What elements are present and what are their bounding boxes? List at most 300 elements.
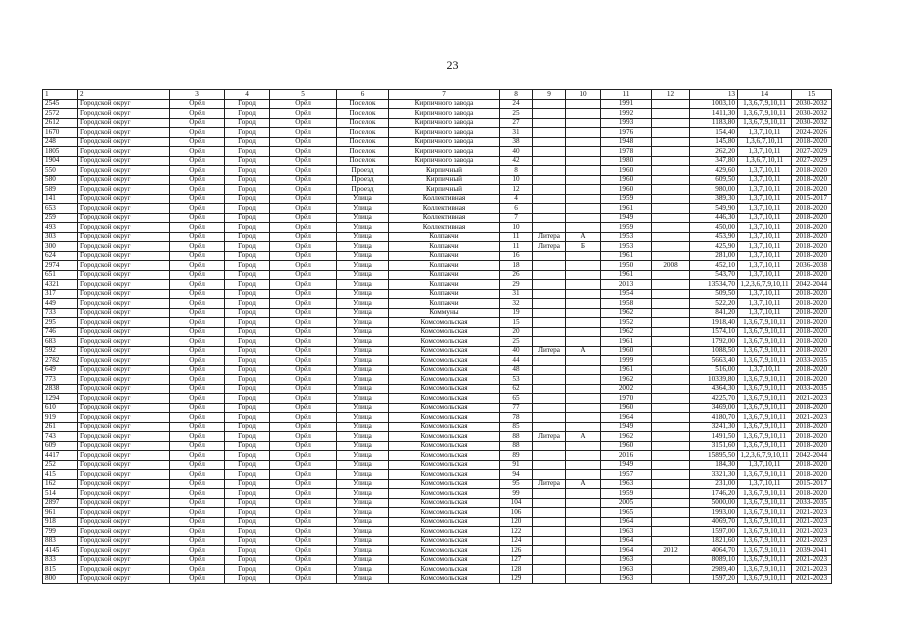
table-cell-col-14: 1,3,7,10,11 (738, 223, 792, 233)
table-cell-col-5: Орёл (270, 137, 337, 147)
table-cell-col-8: 40 (500, 346, 533, 356)
table-cell-col-6: Улица (337, 337, 389, 347)
table-cell-col-13: 1746,20 (690, 489, 738, 499)
table-cell-col-12 (652, 451, 690, 461)
table-cell-col-9 (533, 147, 566, 157)
table-cell-col-2: Городской округ (78, 384, 170, 394)
table-cell-col-15: 2018-2020 (792, 251, 832, 261)
table-cell-col-5: Орёл (270, 470, 337, 480)
table-cell-col-3: Орёл (170, 546, 225, 556)
table-cell-col-8: 62 (500, 384, 533, 394)
table-cell-col-15: 2021-2023 (792, 413, 832, 423)
table-cell-col-13: 154,40 (690, 128, 738, 138)
table-cell-col-6: Улица (337, 356, 389, 366)
table-cell-col-3: Орёл (170, 175, 225, 185)
table-cell-col-10 (566, 318, 601, 328)
table-cell-col-10: А (566, 232, 601, 242)
table-cell-col-9 (533, 327, 566, 337)
table-cell-col-10 (566, 517, 601, 527)
table-cell-col-13: 1792,00 (690, 337, 738, 347)
table-cell-col-8: 89 (500, 451, 533, 461)
table-cell-col-2: Городской округ (78, 223, 170, 233)
table-cell-col-14: 1,3,7,10,11 (738, 213, 792, 223)
table-cell-col-5: Орёл (270, 185, 337, 195)
table-cell-col-13: 4064,70 (690, 546, 738, 556)
table-cell-col-12: 2008 (652, 261, 690, 271)
table-cell-col-1: 1670 (43, 128, 78, 138)
table-cell-col-9 (533, 223, 566, 233)
table-cell-col-4: Город (225, 565, 270, 575)
table-row (43, 337, 832, 347)
table-cell-col-1: 610 (43, 403, 78, 413)
table-cell-col-8: 78 (500, 413, 533, 423)
table-cell-col-13: 8089,10 (690, 555, 738, 565)
table-cell-col-5: Орёл (270, 489, 337, 499)
table-cell-col-13: 4364,30 (690, 384, 738, 394)
table-cell-col-4: Город (225, 375, 270, 385)
table-cell-col-7: Колпакчи (389, 299, 500, 309)
column-header-15: 15 (792, 90, 832, 100)
table-cell-col-6: Улица (337, 460, 389, 470)
table-cell-col-2: Городской округ (78, 508, 170, 518)
table-row (43, 574, 832, 584)
table-cell-col-7: Кирпичный (389, 185, 500, 195)
table-cell-col-13: 841,20 (690, 308, 738, 318)
table-cell-col-13: 281,00 (690, 251, 738, 261)
table-cell-col-11: 1962 (601, 308, 652, 318)
table-cell-col-10 (566, 156, 601, 166)
table-row (43, 204, 832, 214)
table-cell-col-8: 53 (500, 375, 533, 385)
column-header-9: 9 (533, 90, 566, 100)
table-cell-col-13: 1411,30 (690, 109, 738, 119)
table-cell-col-8: 99 (500, 489, 533, 499)
table-cell-col-5: Орёл (270, 232, 337, 242)
table-row (43, 508, 832, 518)
table-cell-col-8: 4 (500, 194, 533, 204)
table-cell-col-15: 2018-2020 (792, 365, 832, 375)
table-row (43, 375, 832, 385)
table-cell-col-4: Город (225, 403, 270, 413)
table-cell-col-14: 1,3,6,7,10,11 (738, 137, 792, 147)
table-cell-col-6: Улица (337, 280, 389, 290)
table-cell-col-8: 124 (500, 536, 533, 546)
table-cell-col-15: 2018-2020 (792, 175, 832, 185)
table-cell-col-15: 2024-2026 (792, 128, 832, 138)
table-cell-col-8: 26 (500, 270, 533, 280)
table-cell-col-4: Город (225, 365, 270, 375)
table-cell-col-9: Литера (533, 232, 566, 242)
table-cell-col-3: Орёл (170, 508, 225, 518)
table-cell-col-8: 27 (500, 118, 533, 128)
table-cell-col-14: 1,3,6,7,9,10,11 (738, 546, 792, 556)
table-cell-col-6: Улица (337, 299, 389, 309)
table-cell-col-15: 2018-2020 (792, 166, 832, 176)
table-cell-col-3: Орёл (170, 441, 225, 451)
table-cell-col-8: 15 (500, 318, 533, 328)
table-cell-col-14: 1,3,7,10,11 (738, 308, 792, 318)
table-cell-col-11: 1963 (601, 527, 652, 537)
table-cell-col-14: 1,3,6,7,9,10,11 (738, 109, 792, 119)
header-row (43, 90, 832, 100)
table-cell-col-15: 2018-2020 (792, 270, 832, 280)
table-cell-col-11: 1960 (601, 403, 652, 413)
table-cell-col-10 (566, 147, 601, 157)
table-cell-col-12 (652, 156, 690, 166)
table-cell-col-8: 10 (500, 175, 533, 185)
table-cell-col-4: Город (225, 308, 270, 318)
table-cell-col-3: Орёл (170, 432, 225, 442)
table-cell-col-10 (566, 185, 601, 195)
table-cell-col-4: Город (225, 232, 270, 242)
table-cell-col-6: Улица (337, 318, 389, 328)
table-cell-col-14: 1,3,6,7,9,10,11 (738, 394, 792, 404)
table-cell-col-10 (566, 99, 601, 109)
table-row (43, 536, 832, 546)
table-cell-col-4: Город (225, 270, 270, 280)
table-cell-col-13: 609,50 (690, 175, 738, 185)
table-cell-col-2: Городской округ (78, 308, 170, 318)
table-cell-col-12 (652, 536, 690, 546)
table-cell-col-8: 12 (500, 185, 533, 195)
table-cell-col-15: 2027-2029 (792, 156, 832, 166)
column-header-10: 10 (566, 90, 601, 100)
table-cell-col-12: 2012 (652, 546, 690, 556)
table-cell-col-10: А (566, 346, 601, 356)
table-cell-col-3: Орёл (170, 242, 225, 252)
table-cell-col-5: Орёл (270, 536, 337, 546)
table-cell-col-3: Орёл (170, 185, 225, 195)
table-row (43, 346, 832, 356)
column-header-3: 3 (170, 90, 225, 100)
table-cell-col-2: Городской округ (78, 432, 170, 442)
table-cell-col-7: Комсомольская (389, 527, 500, 537)
table-cell-col-4: Город (225, 536, 270, 546)
table-cell-col-6: Улица (337, 232, 389, 242)
table-cell-col-14: 1,2,3,6,7,9,10,11 (738, 451, 792, 461)
table-cell-col-5: Орёл (270, 479, 337, 489)
table-cell-col-11: 1964 (601, 517, 652, 527)
table-cell-col-2: Городской округ (78, 565, 170, 575)
table-cell-col-7: Кирпичный (389, 175, 500, 185)
table-cell-col-8: 129 (500, 574, 533, 584)
table-cell-col-3: Орёл (170, 232, 225, 242)
table-cell-col-12 (652, 413, 690, 423)
table-cell-col-12 (652, 194, 690, 204)
table-row (43, 365, 832, 375)
table-cell-col-12 (652, 337, 690, 347)
table-row (43, 185, 832, 195)
table-cell-col-1: 683 (43, 337, 78, 347)
table-cell-col-4: Город (225, 489, 270, 499)
table-cell-col-3: Орёл (170, 574, 225, 584)
table-cell-col-3: Орёл (170, 204, 225, 214)
table-cell-col-11: 2013 (601, 280, 652, 290)
table-cell-col-14: 1,2,3,6,7,9,10,11 (738, 280, 792, 290)
table-cell-col-11: 1980 (601, 156, 652, 166)
table-cell-col-14: 1,3,6,7,9,10,11 (738, 517, 792, 527)
table-cell-col-7: Комсомольская (389, 555, 500, 565)
table-cell-col-4: Город (225, 356, 270, 366)
table-cell-col-2: Городской округ (78, 175, 170, 185)
table-cell-col-13: 1597,20 (690, 574, 738, 584)
table-cell-col-3: Орёл (170, 147, 225, 157)
table-row (43, 451, 832, 461)
table-cell-col-7: Кирпичного завода (389, 109, 500, 119)
table-cell-col-10 (566, 175, 601, 185)
table-cell-col-6: Улица (337, 308, 389, 318)
table-cell-col-12 (652, 109, 690, 119)
table-cell-col-5: Орёл (270, 546, 337, 556)
table-cell-col-2: Городской округ (78, 299, 170, 309)
table-cell-col-1: 4145 (43, 546, 78, 556)
table-cell-col-14: 1,3,6,7,10,11 (738, 156, 792, 166)
table-cell-col-5: Орёл (270, 384, 337, 394)
table-cell-col-10 (566, 337, 601, 347)
table-cell-col-13: 184,30 (690, 460, 738, 470)
table-row (43, 565, 832, 575)
table-row (43, 356, 832, 366)
table-cell-col-10 (566, 261, 601, 271)
table-cell-col-10 (566, 308, 601, 318)
table-cell-col-7: Колпакчи (389, 270, 500, 280)
table-cell-col-4: Город (225, 527, 270, 537)
table-cell-col-7: Кирпичного завода (389, 118, 500, 128)
table-cell-col-13: 980,00 (690, 185, 738, 195)
table-cell-col-13: 5000,00 (690, 498, 738, 508)
table-cell-col-1: 651 (43, 270, 78, 280)
table-cell-col-2: Городской округ (78, 185, 170, 195)
table-cell-col-7: Комсомольская (389, 441, 500, 451)
table-cell-col-14: 1,3,6,7,9,10,11 (738, 508, 792, 518)
table-cell-col-4: Город (225, 242, 270, 252)
table-cell-col-2: Городской округ (78, 327, 170, 337)
table-cell-col-6: Проезд (337, 166, 389, 176)
table-cell-col-3: Орёл (170, 318, 225, 328)
table-cell-col-9: Литера (533, 242, 566, 252)
table-cell-col-2: Городской округ (78, 555, 170, 565)
table-cell-col-6: Улица (337, 251, 389, 261)
table-cell-col-3: Орёл (170, 527, 225, 537)
table-row (43, 489, 832, 499)
table-cell-col-14: 1,3,6,7,9,10,11 (738, 384, 792, 394)
table-cell-col-5: Орёл (270, 299, 337, 309)
table-cell-col-7: Комсомольская (389, 422, 500, 432)
table-cell-col-8: 104 (500, 498, 533, 508)
table-cell-col-6: Улица (337, 327, 389, 337)
table-cell-col-10 (566, 251, 601, 261)
table-cell-col-4: Город (225, 546, 270, 556)
table-cell-col-1: 449 (43, 299, 78, 309)
table-cell-col-3: Орёл (170, 413, 225, 423)
table-cell-col-14: 1,3,6,7,9,10,11 (738, 356, 792, 366)
table-cell-col-11: 1964 (601, 413, 652, 423)
table-cell-col-2: Городской округ (78, 99, 170, 109)
table-cell-col-10 (566, 384, 601, 394)
table-cell-col-6: Поселок (337, 128, 389, 138)
table-row (43, 166, 832, 176)
table-cell-col-11: 1991 (601, 99, 652, 109)
table-cell-col-8: 65 (500, 394, 533, 404)
table-cell-col-7: Кирпичный (389, 166, 500, 176)
table-cell-col-6: Проезд (337, 175, 389, 185)
table-cell-col-8: 31 (500, 289, 533, 299)
table-cell-col-6: Улица (337, 242, 389, 252)
table-cell-col-2: Городской округ (78, 527, 170, 537)
table-cell-col-4: Город (225, 128, 270, 138)
table-cell-col-14: 1,3,6,7,9,10,11 (738, 422, 792, 432)
table-cell-col-1: 883 (43, 536, 78, 546)
table-cell-col-2: Городской округ (78, 413, 170, 423)
table-cell-col-3: Орёл (170, 166, 225, 176)
table-cell-col-13: 2989,40 (690, 565, 738, 575)
table-cell-col-5: Орёл (270, 403, 337, 413)
table-cell-col-5: Орёл (270, 337, 337, 347)
table-cell-col-6: Улица (337, 489, 389, 499)
table-cell-col-3: Орёл (170, 261, 225, 271)
table-cell-col-2: Городской округ (78, 118, 170, 128)
table-cell-col-7: Комсомольская (389, 536, 500, 546)
table-cell-col-8: 128 (500, 565, 533, 575)
column-header-13: 13 (690, 90, 738, 100)
table-cell-col-4: Город (225, 498, 270, 508)
table-cell-col-13: 3151,60 (690, 441, 738, 451)
table-cell-col-13: 543,70 (690, 270, 738, 280)
table-cell-col-13: 1918,40 (690, 318, 738, 328)
table-cell-col-6: Улица (337, 432, 389, 442)
column-header-6: 6 (337, 90, 389, 100)
table-cell-col-14: 1,3,6,7,9,10,11 (738, 470, 792, 480)
table-cell-col-6: Улица (337, 479, 389, 489)
table-cell-col-12 (652, 223, 690, 233)
table-cell-col-15: 2018-2020 (792, 422, 832, 432)
table-cell-col-14: 1,3,7,10,11 (738, 194, 792, 204)
table-cell-col-8: 10 (500, 223, 533, 233)
table-cell-col-8: 48 (500, 365, 533, 375)
table-cell-col-5: Орёл (270, 156, 337, 166)
table-cell-col-10 (566, 299, 601, 309)
table-cell-col-3: Орёл (170, 384, 225, 394)
table-cell-col-3: Орёл (170, 394, 225, 404)
table-cell-col-2: Городской округ (78, 546, 170, 556)
table-cell-col-9 (533, 508, 566, 518)
table-cell-col-15: 2018-2020 (792, 375, 832, 385)
table-cell-col-8: 120 (500, 517, 533, 527)
table-cell-col-11: 2016 (601, 451, 652, 461)
table-row (43, 223, 832, 233)
table-cell-col-9 (533, 166, 566, 176)
table-cell-col-13: 3241,30 (690, 422, 738, 432)
table-cell-col-8: 91 (500, 460, 533, 470)
table-cell-col-2: Городской округ (78, 194, 170, 204)
table-cell-col-7: Кирпичного завода (389, 137, 500, 147)
table-cell-col-4: Город (225, 337, 270, 347)
table-cell-col-5: Орёл (270, 517, 337, 527)
table-cell-col-15: 2015-2017 (792, 194, 832, 204)
table-cell-col-4: Город (225, 422, 270, 432)
table-cell-col-1: 2897 (43, 498, 78, 508)
table-cell-col-2: Городской округ (78, 460, 170, 470)
table-cell-col-11: 1949 (601, 460, 652, 470)
table-cell-col-9: Литера (533, 432, 566, 442)
table-cell-col-12 (652, 356, 690, 366)
table-cell-col-1: 800 (43, 574, 78, 584)
table-cell-col-14: 1,3,6,7,9,10,11 (738, 555, 792, 565)
table-cell-col-5: Орёл (270, 527, 337, 537)
table-cell-col-6: Поселок (337, 147, 389, 157)
table-cell-col-6: Улица (337, 270, 389, 280)
table-cell-col-12 (652, 574, 690, 584)
table-cell-col-3: Орёл (170, 280, 225, 290)
table-cell-col-2: Городской округ (78, 318, 170, 328)
table-cell-col-14: 1,3,7,10,11 (738, 299, 792, 309)
table-cell-col-7: Комсомольская (389, 346, 500, 356)
table-row (43, 394, 832, 404)
table-cell-col-3: Орёл (170, 565, 225, 575)
table-cell-col-15: 2036-2038 (792, 261, 832, 271)
table-cell-col-14: 1,3,6,7,9,10,11 (738, 375, 792, 385)
table-cell-col-14: 1,3,7,10,11 (738, 128, 792, 138)
table-cell-col-15: 2018-2020 (792, 460, 832, 470)
table-cell-col-12 (652, 318, 690, 328)
table-cell-col-8: 88 (500, 441, 533, 451)
table-cell-col-2: Городской округ (78, 356, 170, 366)
table-cell-col-9 (533, 574, 566, 584)
table-cell-col-7: Комсомольская (389, 318, 500, 328)
table-cell-col-8: 31 (500, 128, 533, 138)
table-cell-col-15: 2042-2044 (792, 280, 832, 290)
table-row (43, 413, 832, 423)
table-cell-col-1: 493 (43, 223, 78, 233)
table-cell-col-10 (566, 375, 601, 385)
table-cell-col-1: 415 (43, 470, 78, 480)
table-cell-col-2: Городской округ (78, 204, 170, 214)
table-cell-col-14: 1,3,7,10,11 (738, 261, 792, 271)
table-cell-col-7: Колпакчи (389, 261, 500, 271)
table-cell-col-15: 2018-2020 (792, 403, 832, 413)
table-cell-col-6: Улица (337, 470, 389, 480)
table-cell-col-5: Орёл (270, 451, 337, 461)
table-cell-col-9 (533, 565, 566, 575)
table-cell-col-12 (652, 441, 690, 451)
table-cell-col-14: 1,3,6,7,9,10,11 (738, 527, 792, 537)
table-cell-col-13: 429,60 (690, 166, 738, 176)
table-cell-col-4: Город (225, 413, 270, 423)
table-cell-col-9 (533, 413, 566, 423)
table-cell-col-5: Орёл (270, 223, 337, 233)
page-number: 23 (446, 58, 459, 72)
table-cell-col-9 (533, 308, 566, 318)
table-cell-col-15: 2018-2020 (792, 318, 832, 328)
table-cell-col-12 (652, 460, 690, 470)
table-cell-col-13: 450,00 (690, 223, 738, 233)
table-cell-col-11: 1962 (601, 327, 652, 337)
table-cell-col-15: 2018-2020 (792, 308, 832, 318)
table-cell-col-13: 1491,50 (690, 432, 738, 442)
table-cell-col-11: 1959 (601, 194, 652, 204)
table-cell-col-14: 1,3,7,10,11 (738, 232, 792, 242)
table-cell-col-10: А (566, 479, 601, 489)
table-cell-col-11: 1963 (601, 479, 652, 489)
table-cell-col-13: 516,00 (690, 365, 738, 375)
table-cell-col-4: Город (225, 185, 270, 195)
table-cell-col-10 (566, 460, 601, 470)
table-cell-col-3: Орёл (170, 489, 225, 499)
table-cell-col-12 (652, 432, 690, 442)
table-cell-col-6: Улица (337, 546, 389, 556)
table-cell-col-15: 2027-2029 (792, 147, 832, 157)
table-cell-col-9 (533, 470, 566, 480)
